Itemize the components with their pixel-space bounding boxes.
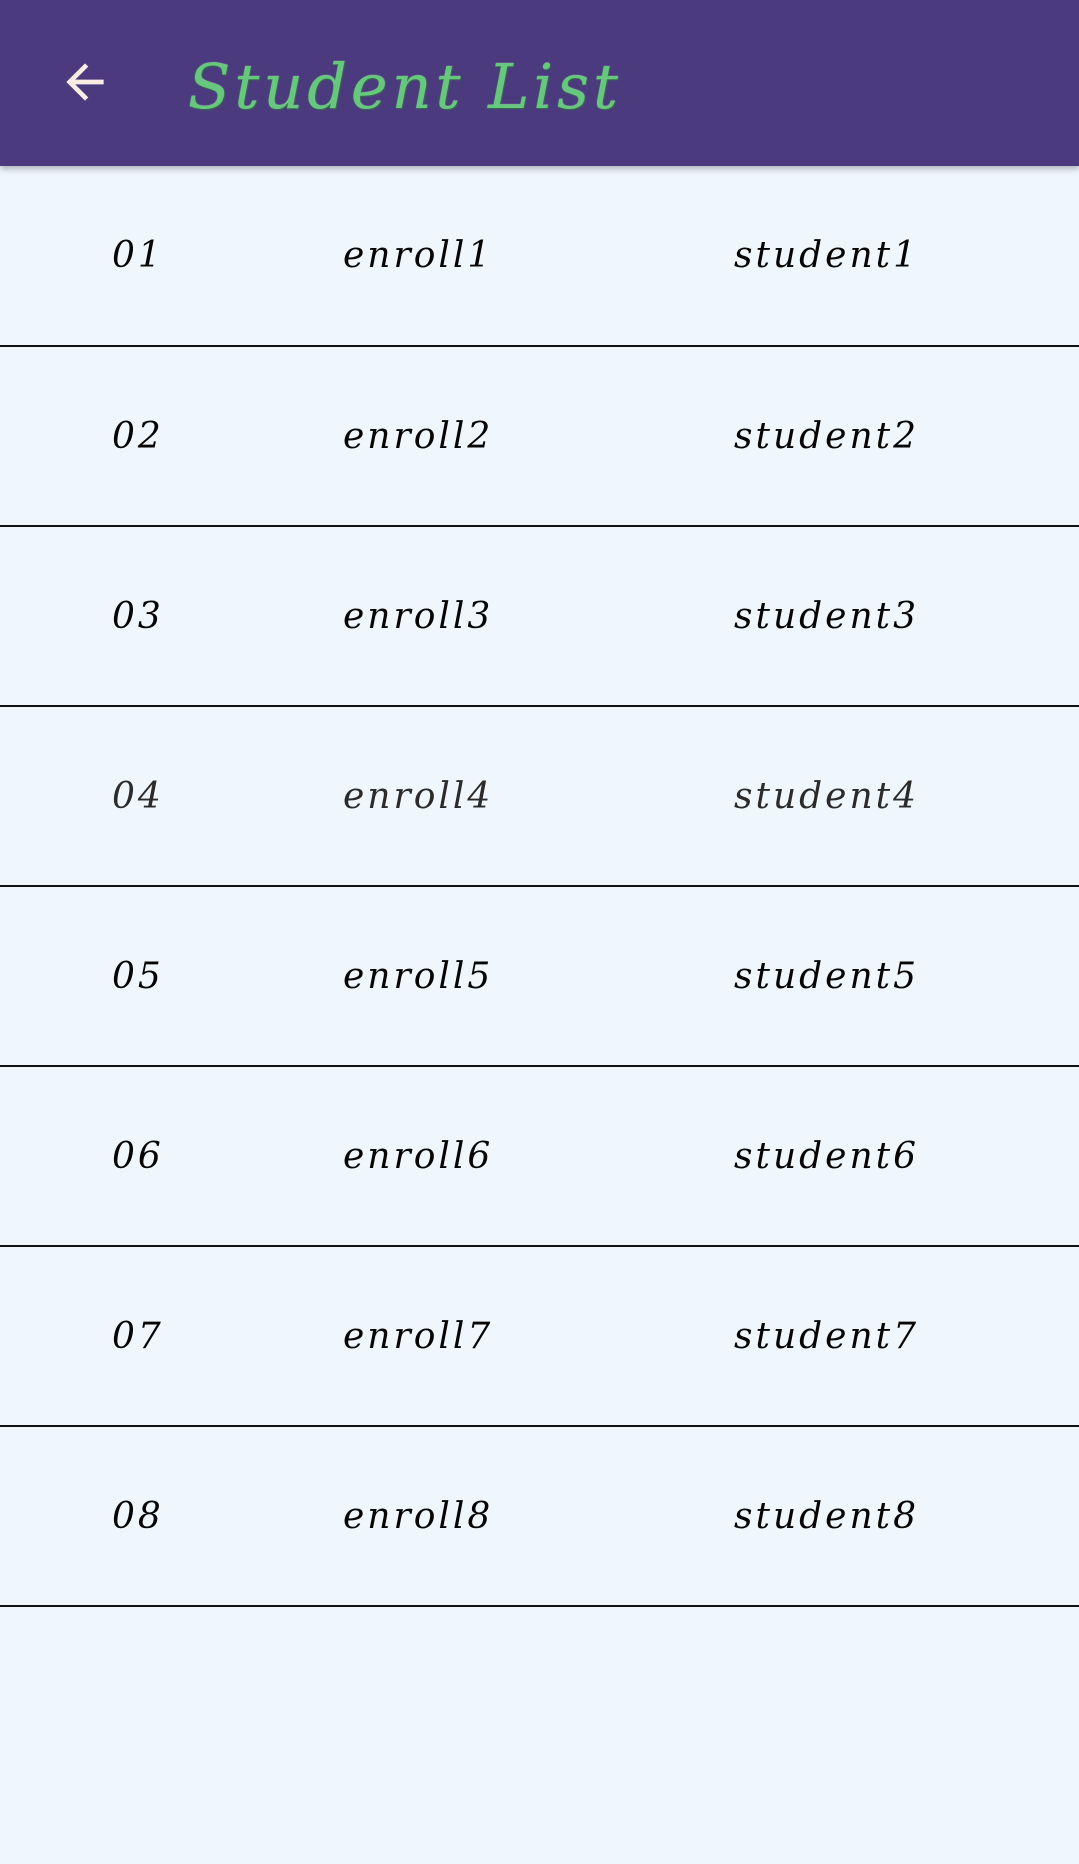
student-name: student3 xyxy=(734,595,920,637)
student-enroll: enroll8 xyxy=(343,1495,494,1537)
student-number: 04 xyxy=(112,775,164,817)
student-number: 02 xyxy=(112,415,164,457)
student-row[interactable] xyxy=(0,1427,1079,1607)
student-enroll: enroll7 xyxy=(343,1315,494,1357)
student-row[interactable] xyxy=(0,1247,1079,1427)
page-title: Student List xyxy=(188,50,622,123)
student-number: 06 xyxy=(112,1135,164,1177)
student-name: student8 xyxy=(734,1495,920,1537)
app-bar xyxy=(0,0,1079,166)
back-button[interactable] xyxy=(50,47,120,117)
student-row[interactable] xyxy=(0,166,1079,347)
student-number: 08 xyxy=(112,1495,164,1537)
student-row[interactable] xyxy=(0,707,1079,887)
student-name: student4 xyxy=(734,775,920,817)
student-number: 05 xyxy=(112,955,164,997)
student-name: student2 xyxy=(734,415,920,457)
student-number: 03 xyxy=(112,595,164,637)
student-row[interactable] xyxy=(0,527,1079,707)
student-row[interactable] xyxy=(0,887,1079,1067)
student-number: 07 xyxy=(112,1315,164,1357)
student-enroll: enroll1 xyxy=(343,235,494,276)
student-number: 01 xyxy=(112,235,164,276)
student-enroll: enroll4 xyxy=(343,775,494,817)
student-row[interactable] xyxy=(0,1067,1079,1247)
student-enroll: enroll3 xyxy=(343,595,494,637)
student-name: student6 xyxy=(734,1135,920,1177)
student-enroll: enroll6 xyxy=(343,1135,494,1177)
student-name: student5 xyxy=(734,955,920,997)
student-enroll: enroll5 xyxy=(343,955,494,997)
student-row[interactable] xyxy=(0,347,1079,527)
student-list xyxy=(0,166,1079,1607)
arrow-back-icon xyxy=(57,54,113,110)
student-name: student1 xyxy=(734,235,920,276)
student-name: student7 xyxy=(734,1315,920,1357)
student-enroll: enroll2 xyxy=(343,415,494,457)
